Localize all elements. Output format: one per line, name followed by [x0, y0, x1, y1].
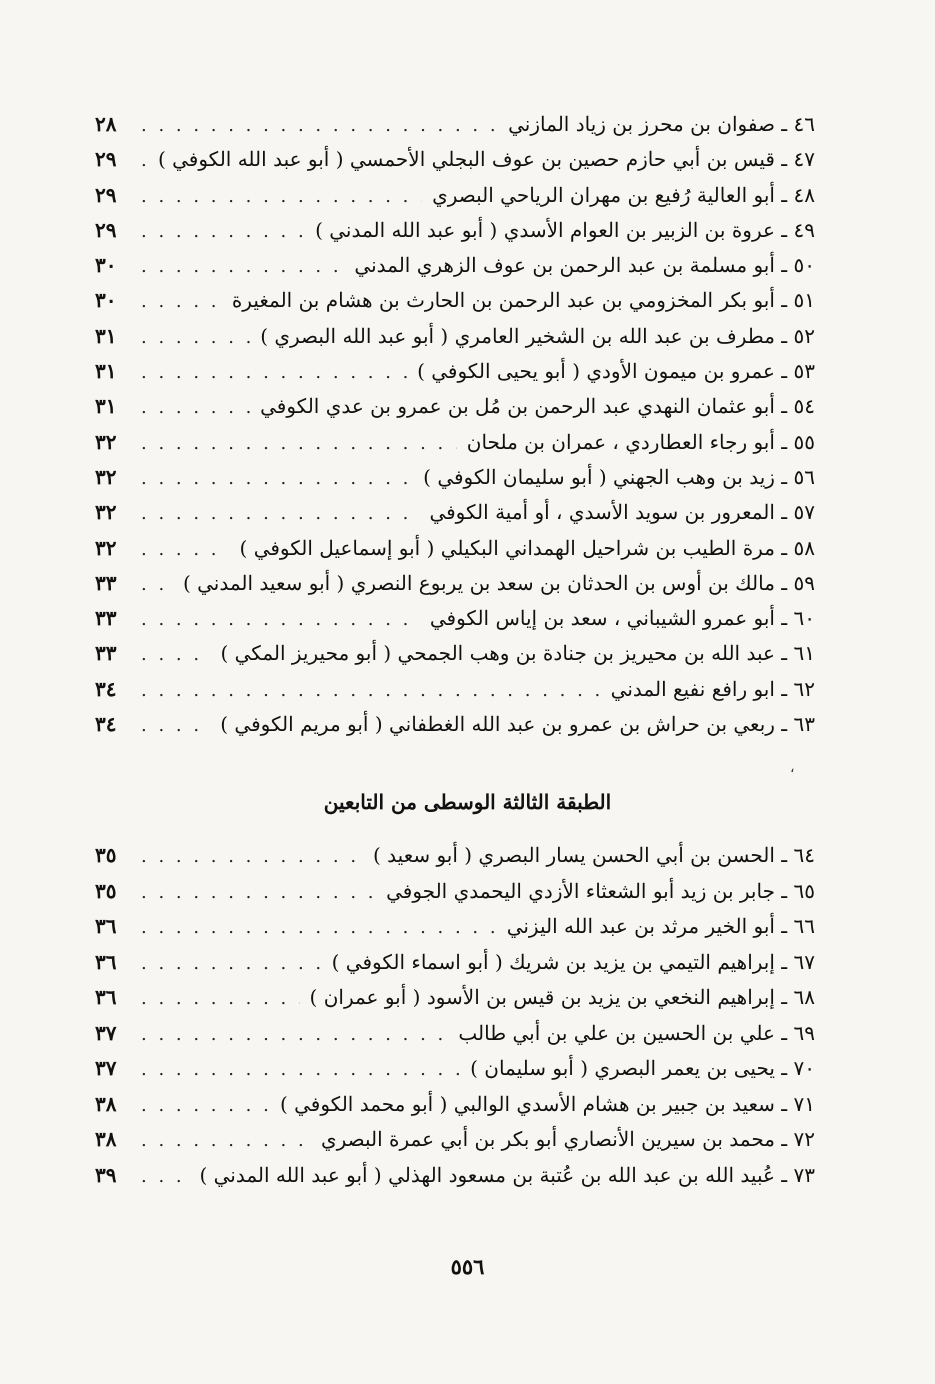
toc-entry — [95, 677, 815, 712]
toc-entry — [95, 985, 815, 1021]
toc-entry-page: ٣٧ — [95, 1056, 117, 1080]
dot-leader — [141, 291, 222, 312]
toc-entry — [95, 359, 815, 394]
toc-entry-page: ٣٢ — [95, 535, 117, 560]
dot-leader — [141, 609, 420, 630]
toc-entry — [95, 571, 815, 606]
dot-leader — [141, 953, 322, 974]
toc-entry-title: ٦٩ ـ علي بن الحسين بن علي بن أبي طالب — [458, 1020, 815, 1045]
toc-entry — [95, 1021, 815, 1057]
toc-entry-title: ٦٣ ـ ربعي بن حراش بن عمرو بن عبد الله الغطفاني ( أبو مريم الكوفي ) — [220, 712, 815, 737]
toc-entry-title: ٥٢ ـ مطرف بن عبد الله بن الشخير العامري ( أبو عبد الله البصري ) — [260, 323, 815, 348]
toc-entry-page: ٢٩ — [95, 147, 117, 172]
toc-entry — [95, 1127, 815, 1163]
toc-entry-title: ٧٢ ـ محمد بن سيرين الأنصاري أبو بكر بن أبي عمرة البصري — [320, 1127, 815, 1151]
toc-entry-title: ٦١ ـ عبد الله بن محيريز بن جنادة بن وهب الجمحي ( أبو محيريز المكي ) — [220, 641, 815, 666]
dot-leader — [141, 680, 601, 701]
toc-entry-page: ٣٩ — [95, 1162, 117, 1187]
toc-entry-title: ٥٣ ـ عمرو بن ميمون الأودي ( أبو يحيى الكوفي ) — [417, 359, 815, 384]
dot-leader — [141, 574, 173, 595]
toc-entry-title: ٦٨ ـ إبراهيم النخعي بن يزيد بن قيس بن الأسود ( أبو عمران ) — [309, 985, 815, 1009]
toc-entry-title: ٦٧ ـ إبراهيم التيمي بن يزيد بن شريك ( أبو اسماء الكوفي ) — [331, 949, 815, 974]
toc-entry-page: ٣٦ — [95, 985, 117, 1009]
dot-leader — [141, 468, 413, 489]
dot-leader — [141, 327, 250, 348]
toc-entry-title: ٤٦ ـ صفوان بن محرز بن زياد المازني — [508, 112, 815, 136]
toc-entry-page: ٢٩ — [95, 182, 117, 207]
toc-entry-title: ٧١ ـ سعيد بن جبير بن هشام الأسدي الوالبي ( أبو محمد الكوفي ) — [279, 1091, 815, 1116]
toc-entry-title: ٥٨ ـ مرة الطيب بن شراحيل الهمداني البكيلي ( أبو إسماعيل الكوفي ) — [239, 535, 815, 560]
toc-entry-title: ٧٠ ـ يحيى بن يعمر البصري ( أبو سليمان ) — [470, 1056, 815, 1080]
dot-leader — [141, 115, 498, 136]
section-heading: الطبقة الثالثة الوسطى من التابعين — [323, 790, 612, 814]
toc-entry — [95, 606, 815, 641]
stray-mark: ، — [790, 760, 795, 776]
dot-leader — [141, 1130, 311, 1151]
dot-leader — [141, 882, 376, 903]
toc-entry-page: ٣٣ — [95, 570, 117, 595]
toc-entry-title: ٥٤ ـ أبو عثمان النهدي عبد الرحمن بن مُل بن عمرو بن عدي الكوفي — [260, 394, 815, 419]
toc-entry — [95, 536, 815, 571]
toc-entry — [95, 1056, 815, 1092]
toc-entry — [95, 1092, 815, 1128]
toc-entry-page: ٣٧ — [95, 1020, 117, 1045]
toc-entry — [95, 465, 815, 500]
page-number: ٥٥٦ — [450, 1254, 485, 1279]
toc-entry-page: ٢٩ — [95, 217, 117, 242]
toc-entry — [95, 712, 815, 747]
dot-leader — [141, 917, 497, 938]
toc-entry-page: ٣٦ — [95, 949, 117, 974]
toc-entry-page: ٣٠ — [95, 253, 117, 278]
toc-entry — [95, 843, 815, 879]
toc-entry — [95, 950, 815, 986]
toc-entry — [95, 394, 815, 429]
toc-entry-title: ٥٥ ـ أبو رجاء العطاردي ، عمران بن ملحان — [466, 429, 815, 454]
toc-entry-title: ٥٠ ـ أبو مسلمة بن عبد الرحمن بن عوف الزهري المدني — [354, 253, 815, 278]
toc-entry-page: ٣٢ — [95, 464, 117, 489]
dot-leader — [141, 503, 419, 524]
toc-entry — [95, 1163, 815, 1199]
toc-entry-page: ٣٤ — [95, 712, 117, 737]
dot-leader — [141, 433, 457, 454]
dot-leader — [141, 150, 148, 171]
toc-entry-page: ٣٨ — [95, 1091, 117, 1116]
toc-entry — [95, 183, 815, 218]
toc-entry-title: ٥٦ ـ زيد بن وهب الجهني ( أبو سليمان الكوفي ) — [423, 464, 815, 489]
dot-leader — [141, 1095, 270, 1116]
toc-entry-title: ٧٣ ـ عُبيد الله بن عبد الله بن عُتبة بن مسعود الهذلي ( أبو عبد الله المدني ) — [199, 1162, 815, 1187]
toc-entry — [95, 218, 815, 253]
toc-entry-page: ٣١ — [95, 359, 117, 384]
toc-entry-page: ٣٢ — [95, 500, 117, 525]
toc-entry-title: ٤٨ ـ أبو العالية رُفيع بن مهران الرياحي البصري — [432, 182, 815, 207]
toc-entry-page: ٣٥ — [95, 878, 117, 903]
dot-leader — [141, 397, 250, 418]
dot-leader — [141, 644, 210, 665]
toc-entry-title: ٦٠ ـ أبو عمرو الشيباني ، سعد بن إياس الكوفي — [429, 606, 815, 631]
toc-entry-title: ٦٦ ـ أبو الخير مرثد بن عبد الله اليزني — [506, 914, 815, 938]
toc-entry-title: ٥١ ـ أبو بكر المخزومي بن عبد الرحمن بن الحارث بن هشام بن المغيرة — [231, 288, 815, 313]
toc-entry-title: ٦٢ ـ ابو رافع نفيع المدني — [610, 676, 815, 701]
toc-entry-page: ٣٣ — [95, 606, 117, 631]
dot-leader — [141, 1166, 189, 1187]
toc-entry-page: ٢٨ — [95, 112, 117, 136]
toc-section-2 — [95, 843, 815, 1198]
toc-entry-title: ٥٩ ـ مالك بن أوس بن الحدثان بن سعد بن يربوع النصري ( أبو سعيد المدني ) — [182, 570, 815, 595]
toc-entry-page: ٣٤ — [95, 676, 117, 701]
dot-leader — [141, 256, 344, 277]
toc-entry-title: ٦٤ ـ الحسن بن أبي الحسن يسار البصري ( أبو سعيد ) — [373, 843, 815, 867]
dot-leader — [141, 221, 305, 242]
toc-entry — [95, 324, 815, 359]
toc-entry-page: ٣٦ — [95, 914, 117, 938]
dot-leader — [141, 186, 422, 207]
toc-entry — [95, 430, 815, 465]
toc-entry-title: ٥٧ ـ المعرور بن سويد الأسدي ، أو أمية الكوفي — [429, 500, 815, 525]
toc-entry-page: ٣٣ — [95, 641, 117, 666]
toc-entry-title: ٦٥ ـ جابر بن زيد أبو الشعثاء الأزدي اليحمدي الجوفي — [386, 878, 815, 903]
toc-entry-page: ٣٥ — [95, 843, 117, 867]
dot-leader — [141, 362, 407, 383]
toc-entry — [95, 112, 815, 147]
dot-leader — [141, 715, 210, 736]
toc-entry — [95, 500, 815, 535]
toc-entry-title: ٤٩ ـ عروة بن الزبير بن العوام الأسدي ( أبو عبد الله المدني ) — [315, 217, 815, 242]
dot-leader — [141, 1024, 448, 1045]
dot-leader — [141, 539, 230, 560]
toc-entry — [95, 879, 815, 915]
toc-entry-page: ٣٠ — [95, 288, 117, 313]
dot-leader — [141, 1059, 460, 1080]
toc-entry-page: ٣٢ — [95, 429, 117, 454]
toc-entry-page: ٣٨ — [95, 1127, 117, 1151]
toc-entry — [95, 288, 815, 323]
dot-leader — [141, 988, 300, 1009]
dot-leader — [141, 846, 363, 867]
toc-entry-page: ٣١ — [95, 394, 117, 419]
toc-section-1 — [95, 112, 815, 747]
toc-entry-title: ٤٧ ـ قيس بن أبي حازم حصين بن عوف البجلي الأحمسي ( أبو عبد الله الكوفي ) — [157, 147, 815, 172]
toc-entry — [95, 914, 815, 950]
toc-entry-page: ٣١ — [95, 323, 117, 348]
toc-entry — [95, 147, 815, 182]
toc-entry — [95, 641, 815, 676]
toc-entry — [95, 253, 815, 288]
